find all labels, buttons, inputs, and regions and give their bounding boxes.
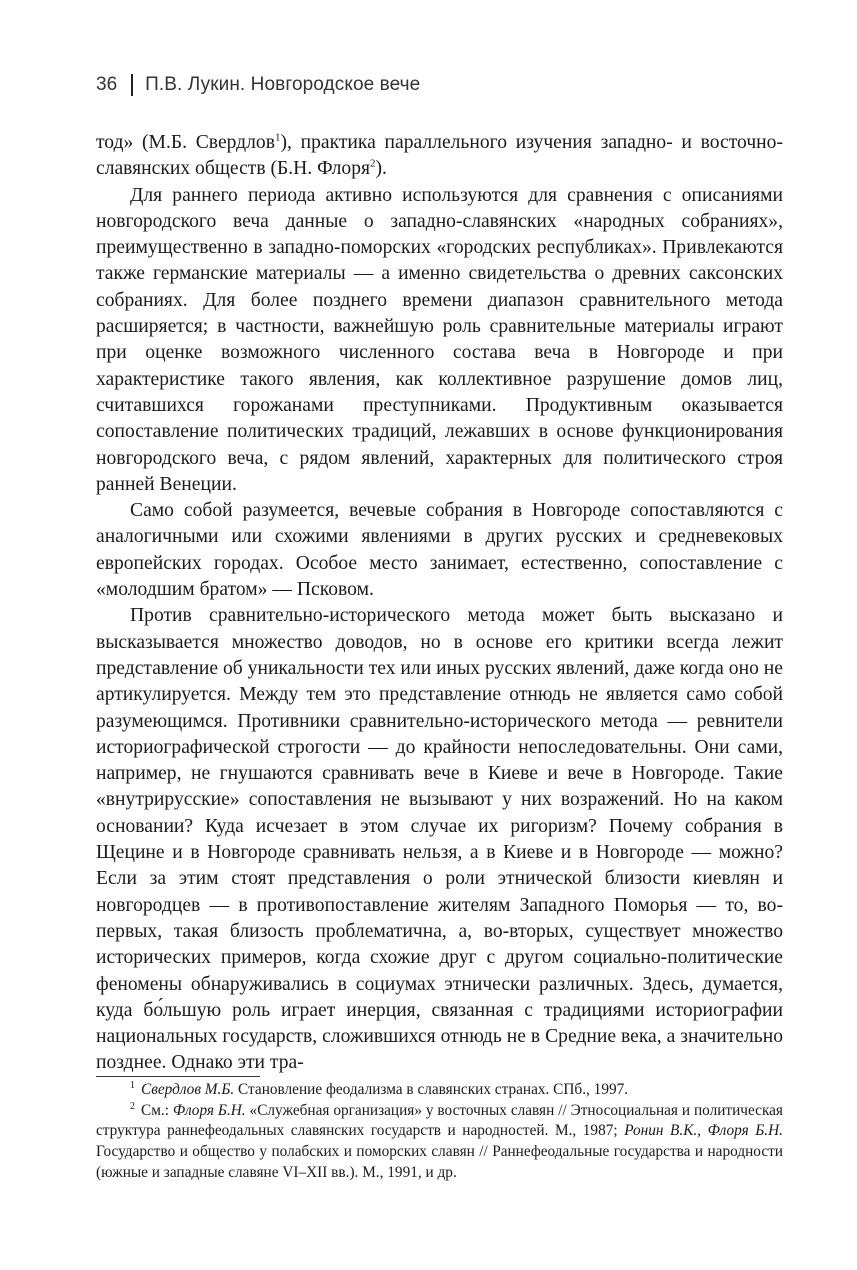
paragraph-2: Для раннего периода активно используются для сравнения с описаниями новгородского веча данные о западно-славянских «народных собраниях», преимущественно в западно-поморских «городских республиках». Привлекаются также германские материалы — а именно свидетельства о древних саксонских собраниях. Для более позднего времени диапазон сравнительного метода расширяется; в частности, важнейшую роль сравнительные материалы играют при оценке возможного численного состава веча в Новгороде и при характеристике такого явления, как коллективное разрушение домов лиц, считавшихся горожанами преступниками. Продуктивным оказывается сопоставление политических традиций, лежавших в основе функционирования новгородского веча, с рядом явлений, характерных для политического строя ранней Венеции.	[96, 184, 783, 495]
paragraph-1-text-c: ).	[375, 158, 387, 180]
footnote-1	[96, 1080, 783, 1101]
footnote-1-author: Свердлов М.Б.	[141, 1081, 235, 1098]
running-title: П.В. Лукин. Новгородское вече	[145, 74, 421, 95]
footnote-2-text-2: Государство и общество у полабских и поморских славян // Раннефеодальные государства и народности (южные и западные славяне VI–XII вв.). М., 1991, и др.	[96, 1143, 783, 1181]
main-text	[96, 130, 783, 1077]
paragraph-1-text-a: тод» (М.Б. Свердлов	[96, 132, 275, 153]
footnotes	[96, 1080, 783, 1184]
footnote-2-author: Флоря Б.Н.	[172, 1101, 246, 1119]
paragraph-4: Против сравнительно-исторического метода может быть высказано и высказывается множество доводов, но в основе его критики всегда лежит представление об уникальности тех или иных русских явлений, даже когда оно не артикулируется. Между тем это представление отнюдь не является само собой разумеющимся. Противники сравнительно-исторического метода — ревнители историографической строгости — до крайности непоследовательны. Они сами, например, не гнушаются сравнивать вече в Киеве и вече в Новгороде. Такие «внутрирусские» сопоставления не вызывают у них возражений. Но на каком основании? Куда исчезает в этом случае их ригоризм? Почему собрания в Щецине и в Новгороде сравнивать нельзя, а в Киеве и в Новгороде — можно? Если за этим стоят представления о роли этнической близости киевлян и новгородцев — в противопоставление жителям Западного Поморья — то, во-первых, такая близость проблематична, а, во-вторых, существует множество исторических примеров, когда схожие друг с другом социально-политические феномены обнаруживались в социумах этнически различных. Здесь, думается, куда бо́льшую роль играет инерция, связанная с традициями историографии национальных государств, сложившихся отнюдь не в Средние века, а значительно позднее. Однако эти тра-	[96, 605, 783, 1074]
footnote-ref-1: 1	[274, 131, 281, 144]
footnote-1-mark: 1	[130, 1079, 135, 1091]
paragraph-1-text-b: ), практика параллельного изучения западно- и восточно-славянских обществ (Б.Н. Флоря	[96, 132, 783, 180]
footnote-1-text: Становление феодализма в славянских странах. СПб., 1997.	[234, 1081, 629, 1098]
paragraph-3: Само собой разумеется, вечевые собрания в Новгороде сопоставляются с аналогичными или схожими явлениями в других русских и средневековых европейских городах. Особое место занимает, естественно, сопоставление с «молодшим братом» — Псковом.	[96, 500, 783, 601]
footnote-divider	[96, 1076, 260, 1077]
footnote-2-prefix: См.:	[141, 1101, 173, 1119]
header-separator	[131, 74, 133, 96]
footnote-2	[96, 1101, 783, 1184]
paragraph-1	[96, 130, 783, 183]
footnote-ref-2: 2	[370, 157, 376, 170]
footnote-2-mark: 2	[130, 1100, 135, 1112]
footnote-2-author-2: Ронин В.К., Флоря Б.Н.	[624, 1122, 783, 1140]
running-head	[96, 72, 420, 98]
page-number: 36	[96, 74, 118, 95]
footnote-2-text: «Служебная организация» у восточных славян // Этносоциальная и политическая структура раннефеодальных славянских государств и народностей. М., 1987;	[96, 1101, 783, 1140]
